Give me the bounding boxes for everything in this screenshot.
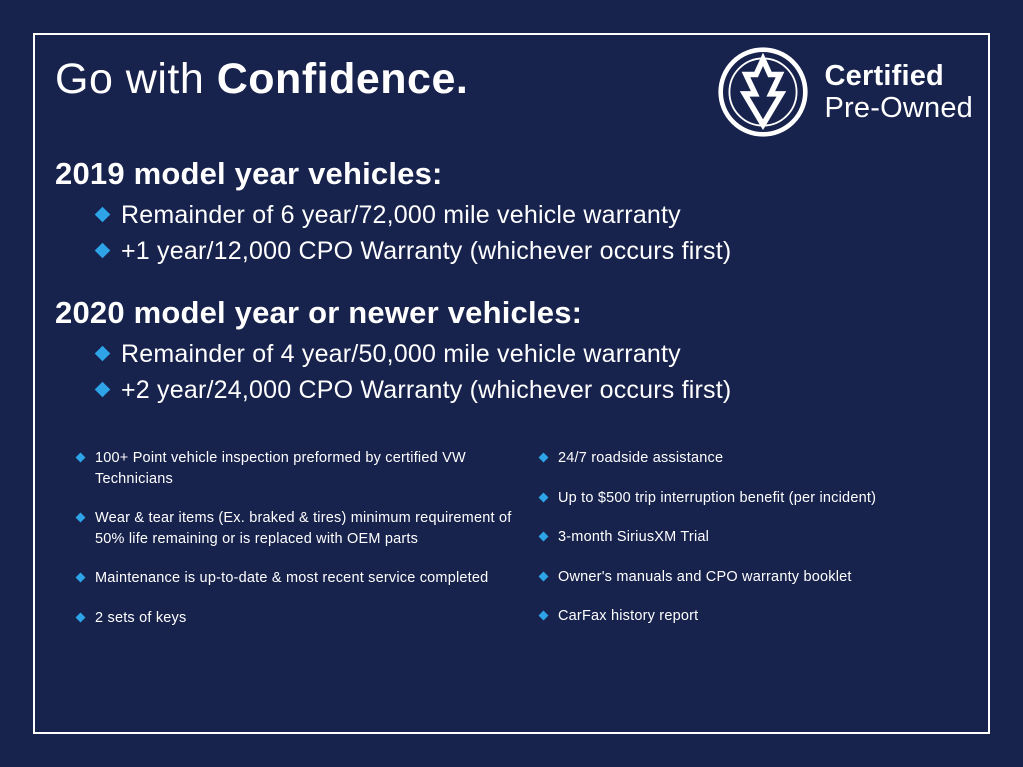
diamond-bullet-icon <box>539 492 549 502</box>
poster-header <box>55 28 983 138</box>
benefits-column-left <box>77 448 520 647</box>
list-item-label: 3-month SiriusXM Trial <box>558 529 710 546</box>
list-item <box>540 606 983 627</box>
list-item-label: +1 year/12,000 CPO Warranty (whichever occurs first) <box>121 236 732 265</box>
benefits-columns <box>55 448 983 647</box>
list-item <box>540 448 983 469</box>
diamond-bullet-icon <box>539 571 549 581</box>
list-item <box>77 508 520 549</box>
list-item <box>77 608 520 629</box>
list-item <box>77 448 520 489</box>
diamond-bullet-icon <box>95 381 111 397</box>
list-item <box>540 527 983 548</box>
diamond-bullet-icon <box>76 453 86 463</box>
headline-light-text: Go with <box>55 55 217 103</box>
brand-text <box>825 60 973 125</box>
section-2020 <box>55 295 983 408</box>
diamond-bullet-icon <box>95 242 111 258</box>
list-item-label: Up to $500 trip interruption benefit (per incident) <box>558 489 877 506</box>
list-item <box>97 234 983 270</box>
diamond-bullet-icon <box>95 346 111 362</box>
benefits-list-left <box>77 448 520 628</box>
list-item-label: CarFax history report <box>558 608 699 625</box>
list-item-label: +2 year/24,000 CPO Warranty (whichever occurs first) <box>121 375 732 404</box>
diamond-bullet-icon <box>76 573 86 583</box>
list-item <box>97 337 983 373</box>
list-item-label: Remainder of 6 year/72,000 mile vehicle warranty <box>121 201 681 229</box>
list-item-label: Maintenance is up-to-date & most recent service completed <box>95 570 489 587</box>
brand-preowned-label: Pre-Owned <box>824 92 973 124</box>
diamond-bullet-icon <box>95 207 111 223</box>
diamond-bullet-icon <box>76 612 86 622</box>
list-item <box>540 488 983 509</box>
section-2020-title: 2020 model year or newer vehicles: <box>55 295 583 330</box>
benefits-list-right <box>540 448 983 627</box>
section-2020-list <box>55 337 983 408</box>
list-item-label: 2 sets of keys <box>95 609 187 626</box>
list-item-label: 24/7 roadside assistance <box>558 450 724 466</box>
list-item-label: Owner's manuals and CPO warranty booklet <box>558 568 852 585</box>
headline-bold-text: Confidence. <box>216 55 469 103</box>
list-item-label: Wear & tear items (Ex. braked & tires) minimum requirement of 50% life remaining or is replaced with OEM parts <box>95 510 512 547</box>
section-2019-list <box>55 198 983 269</box>
section-2019 <box>55 156 983 269</box>
list-item <box>97 373 983 409</box>
brand-certified-label: Certified <box>824 59 944 92</box>
benefits-column-right <box>520 448 983 647</box>
brand-lockup <box>717 46 973 138</box>
list-item <box>97 198 983 234</box>
volkswagen-logo-icon <box>717 46 809 138</box>
list-item-label: Remainder of 4 year/50,000 mile vehicle warranty <box>121 340 681 368</box>
list-item <box>540 567 983 588</box>
list-item <box>77 568 520 589</box>
section-2019-title: 2019 model year vehicles: <box>55 156 443 191</box>
diamond-bullet-icon <box>76 513 86 523</box>
diamond-bullet-icon <box>539 453 549 463</box>
page-title <box>55 56 468 103</box>
list-item-label: 100+ Point vehicle inspection preformed by certified VW Technicians <box>95 450 466 487</box>
diamond-bullet-icon <box>539 532 549 542</box>
diamond-bullet-icon <box>539 611 549 621</box>
